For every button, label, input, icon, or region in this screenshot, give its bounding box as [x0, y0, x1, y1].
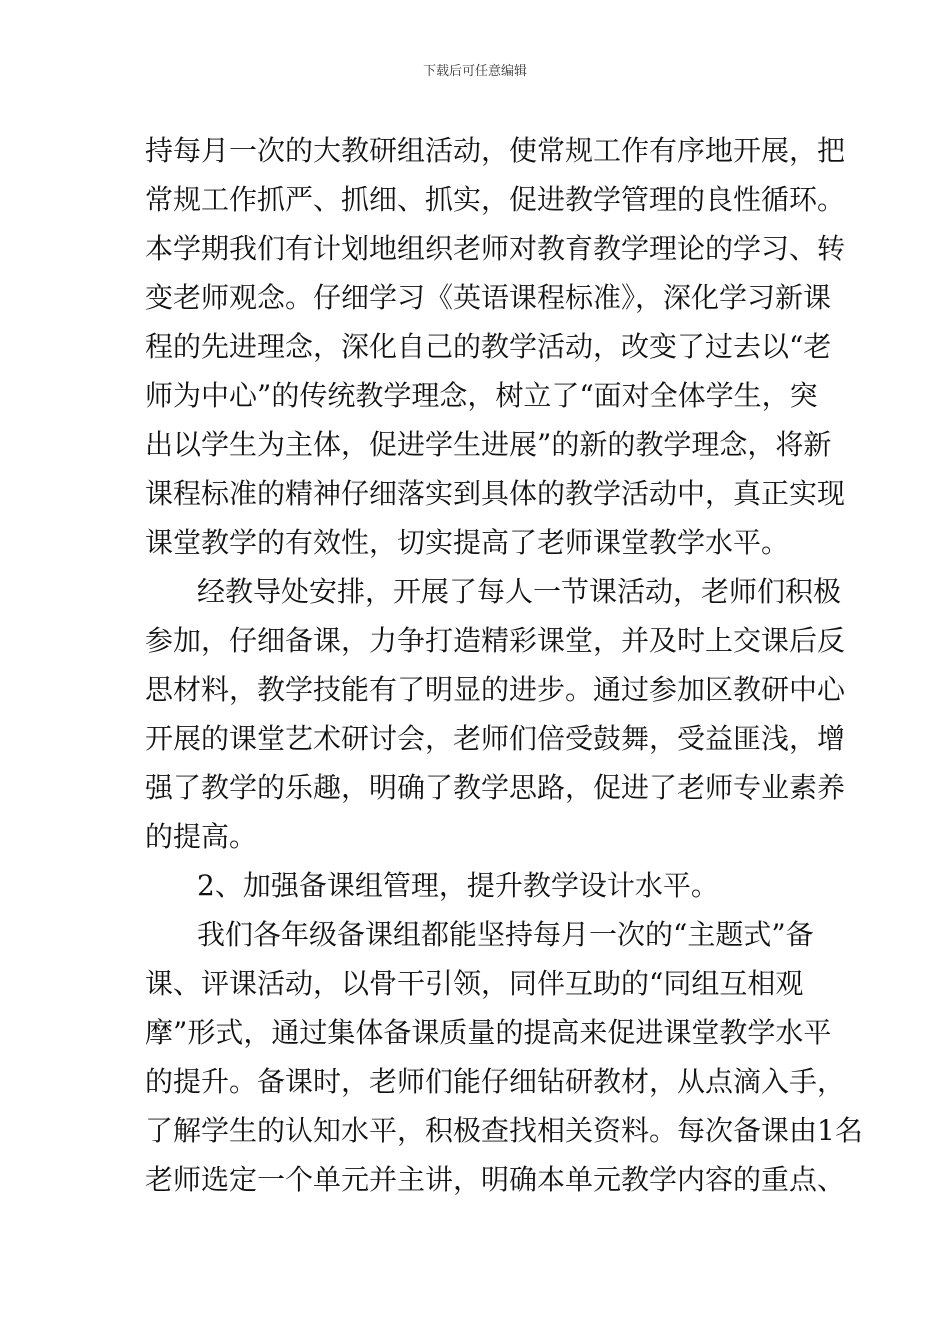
section-heading: 2、加强备课组管理，提升教学设计水平。 — [197, 869, 719, 902]
text-line: 出以学生为主体，促进学生进展”的新的教学理念，将新 — [145, 428, 832, 461]
paragraph-start-line: 经教导处安排，开展了每人一节课活动，老师们积极 — [197, 575, 842, 608]
text-line: 师为中心”的传统教学理念，树立了“面对全体学生，突 — [145, 379, 818, 412]
text-line: 课程标准的精神仔细落实到具体的教学活动中，真正实现 — [145, 477, 846, 510]
text-line: 本学期我们有计划地组织老师对教育教学理论的学习、转 — [145, 232, 846, 265]
text-line: 开展的课堂艺术研讨会，老师们倍受鼓舞，受益匪浅，增 — [145, 722, 846, 755]
text-line: 了解学生的认知水平，积极查找相关资料。每次备课由1名 — [145, 1114, 863, 1147]
text-line: 课、评课活动，以骨干引领，同伴互助的“同组互相观 — [145, 967, 804, 1000]
text-line: 强了教学的乐趣，明确了教学思路，促进了老师专业素养 — [145, 771, 846, 804]
text-line: 思材料，教学技能有了明显的进步。通过参加区教研中心 — [145, 673, 846, 706]
text-line: 摩”形式，通过集体备课质量的提高来促进课堂教学水平 — [145, 1016, 832, 1049]
text-line: 变老师观念。仔细学习《英语课程标准》，深化学习新课 — [145, 281, 832, 314]
text-line: 的提升。备课时，老师们能仔细钻研教材，从点滴入手， — [145, 1065, 846, 1098]
text-line: 程的先进理念，深化自己的教学活动，改变了过去以“老 — [145, 330, 832, 363]
text-line: 参加，仔细备课，力争打造精彩课堂，并及时上交课后反 — [145, 624, 846, 657]
text-line: 课堂教学的有效性，切实提高了老师课堂教学水平。 — [145, 526, 790, 559]
text-line: 老师选定一个单元并主讲，明确本单元教学内容的重点、 — [145, 1163, 846, 1196]
page-header: 下载后可任意编辑 — [422, 64, 527, 79]
document-body — [145, 126, 863, 1204]
text-line: 的提高。 — [145, 820, 258, 853]
text-line: 持每月一次的大教研组活动，使常规工作有序地开展，把 — [145, 134, 846, 167]
paragraph-start-line: 我们各年级备课组都能坚持每月一次的“主题式”备 — [197, 918, 814, 951]
text-line: 常规工作抓严、抓细、抓实，促进教学管理的良性循环。 — [145, 183, 846, 216]
